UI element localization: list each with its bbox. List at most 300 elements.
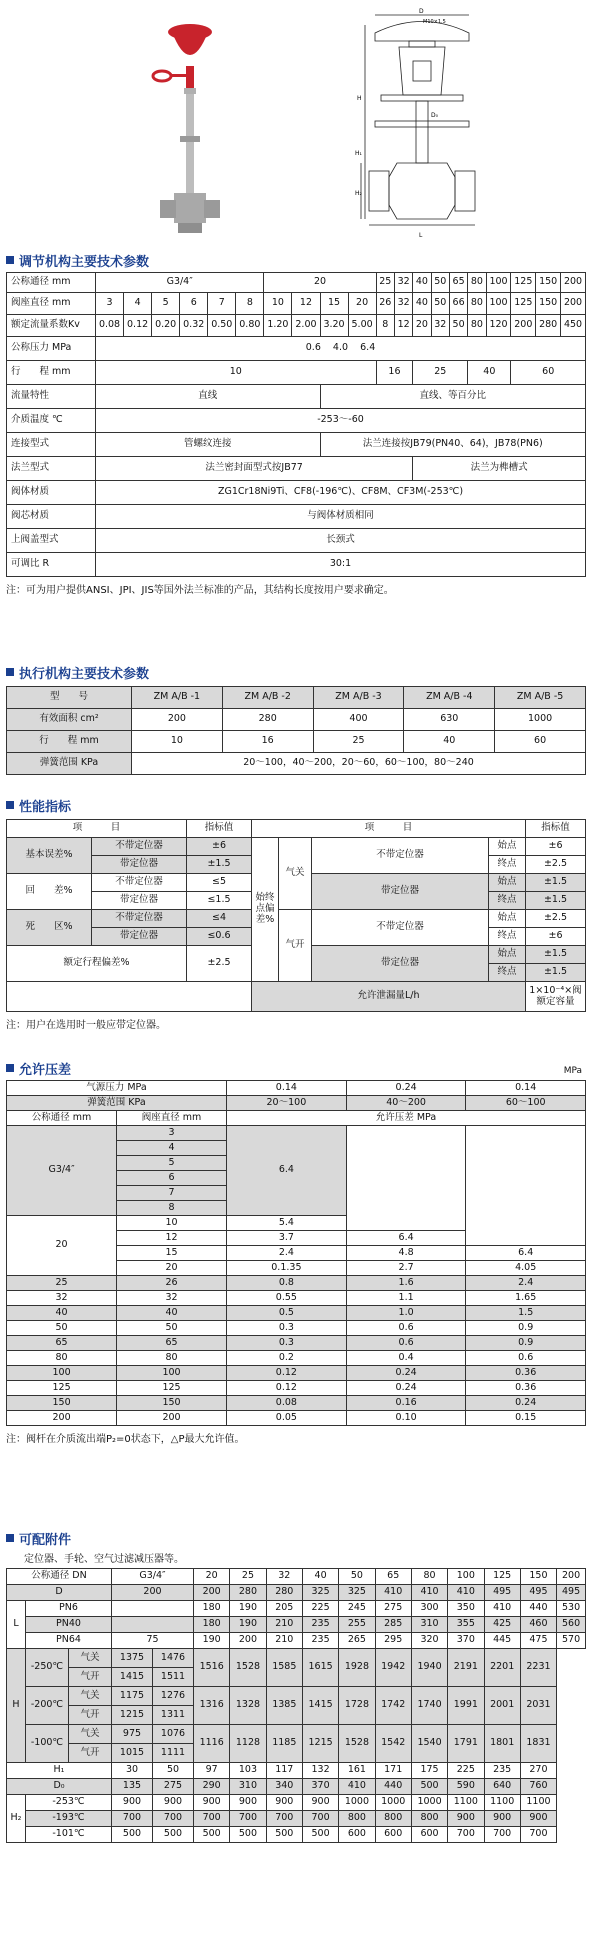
l-label: L [419, 232, 423, 239]
table-cell: 1000 [495, 709, 586, 731]
table-cell: 1100 [448, 1795, 484, 1811]
table-row [7, 409, 586, 433]
allowable-dp-table [6, 1080, 586, 1426]
table-cell: 0.5 [226, 1306, 346, 1321]
table-cell: H [7, 1649, 26, 1763]
table-cell: 200 [117, 1411, 227, 1426]
table-cell: 法兰型式 [7, 457, 96, 481]
table-cell: ≤0.6 [187, 928, 252, 946]
table-cell: -100℃ [26, 1725, 69, 1763]
table-cell: 180 [194, 1617, 230, 1633]
table-cell: 425 [484, 1617, 520, 1633]
table-cell: -250℃ [26, 1649, 69, 1687]
table-cell: D [7, 1585, 112, 1601]
table-cell: 1375 [112, 1649, 153, 1668]
table-cell: ZG1Cr18Ni9Ti、CF8(-196℃)、CF8M、CF3M(-253℃) [96, 481, 586, 505]
table-cell: 200 [194, 1585, 230, 1601]
table-cell: ZM A/B -4 [404, 687, 495, 709]
table-cell: ±2.5 [187, 946, 252, 982]
table-cell: 0.10 [346, 1411, 466, 1426]
table-cell: 1000 [339, 1795, 375, 1811]
table-cell: 100 [117, 1366, 227, 1381]
table-cell: ±1.5 [187, 856, 252, 874]
table-cell: 132 [302, 1763, 338, 1779]
table-cell: 100 [486, 273, 511, 293]
unit-label: MPa [563, 1066, 582, 1076]
table-row [7, 687, 586, 709]
table-cell: 125 [511, 293, 536, 315]
table-row [7, 433, 586, 457]
table-cell: 7 [208, 293, 236, 315]
table-row [7, 481, 586, 505]
table-cell: 0.12 [124, 315, 152, 337]
table-cell: 475 [520, 1633, 556, 1649]
table-cell: 上阀盖型式 [7, 529, 96, 553]
table-cell: 长颈式 [96, 529, 586, 553]
table-cell: 2.00 [292, 315, 320, 337]
table-cell: 1185 [266, 1725, 302, 1763]
table-cell: 275 [375, 1601, 411, 1617]
table-cell: 1000 [411, 1795, 447, 1811]
cryogenic-valve-photo [150, 18, 230, 243]
table-cell: 235 [484, 1763, 520, 1779]
table-cell: 20～100 [226, 1096, 346, 1111]
table-cell: 1415 [302, 1687, 338, 1725]
table-cell: 1.1 [346, 1291, 466, 1306]
table-cell: 800 [375, 1811, 411, 1827]
table-cell: 1175 [112, 1687, 153, 1706]
table-cell: 900 [153, 1795, 194, 1811]
table-row [7, 1336, 586, 1351]
table-cell: 370 [448, 1633, 484, 1649]
table-cell: 带定位器 [312, 874, 489, 910]
d-label: D [419, 8, 424, 15]
table-cell: 0.16 [346, 1396, 466, 1411]
table-cell: 不带定位器 [312, 910, 489, 946]
table-row [7, 1081, 586, 1096]
table-cell: 不带定位器 [92, 910, 187, 928]
bullet-square-icon [6, 256, 14, 264]
section-note: 注：阀杆在介质流出端P₂=0状态下，△P最大允许值。 [6, 1434, 245, 1445]
table-cell: 3.7 [226, 1231, 346, 1246]
table-cell: 始点 [489, 910, 526, 928]
table-cell: 200 [132, 709, 223, 731]
table-cell: 始点 [489, 946, 526, 964]
table-cell: 终点 [489, 928, 526, 946]
table-cell: 15 [117, 1246, 227, 1261]
table-cell: 445 [484, 1633, 520, 1649]
table-cell: 0.9 [466, 1321, 586, 1336]
table-cell: 阀芯材质 [7, 505, 96, 529]
table-cell: 65 [7, 1336, 117, 1351]
table-cell: 50 [449, 315, 467, 337]
table-cell: 1615 [302, 1649, 338, 1687]
table-cell: 0.9 [466, 1336, 586, 1351]
table-cell: 200 [511, 315, 536, 337]
table-row [7, 1111, 586, 1126]
table-cell: 700 [153, 1811, 194, 1827]
table-row [7, 1306, 586, 1321]
table-cell: 0.2 [226, 1351, 346, 1366]
table-cell: 8 [117, 1201, 227, 1216]
table-cell: 阀体材质 [7, 481, 96, 505]
table-cell: 直线 [96, 385, 321, 409]
table-cell: 340 [266, 1779, 302, 1795]
table-cell: 65 [117, 1336, 227, 1351]
table-cell: 800 [339, 1811, 375, 1827]
table-cell: 不带定位器 [92, 838, 187, 856]
dimension-diagram [355, 5, 490, 245]
table-cell: 2191 [448, 1649, 484, 1687]
table-cell: ±6 [526, 838, 586, 856]
table-cell: 245 [339, 1601, 375, 1617]
table-cell: 与阀体材质相同 [96, 505, 586, 529]
actuator-params-table [6, 686, 586, 775]
table-cell: 终点 [489, 892, 526, 910]
table-cell: 500 [411, 1779, 447, 1795]
table-cell: 280 [230, 1585, 266, 1601]
table-row [7, 337, 586, 361]
table-cell: -101℃ [26, 1827, 112, 1843]
table-cell: 法兰为榫槽式 [413, 457, 586, 481]
table-cell: 气开 [279, 910, 312, 982]
table-cell: 1×10⁻⁴×阀额定容量 [526, 982, 586, 1012]
table-cell: 1.0 [346, 1306, 466, 1321]
table-cell: 4.05 [466, 1261, 586, 1276]
table-cell: 40 [302, 1569, 338, 1585]
table-cell: 12 [292, 293, 320, 315]
table-cell: 1100 [520, 1795, 556, 1811]
table-row [7, 1617, 586, 1633]
table-cell: 125 [511, 273, 536, 293]
table-row [7, 505, 586, 529]
table-cell: 1076 [153, 1725, 194, 1744]
table-cell: 气关 [69, 1649, 112, 1668]
table-cell: 不带定位器 [312, 838, 489, 874]
table-cell: 0.80 [236, 315, 264, 337]
table-cell: 800 [411, 1811, 447, 1827]
table-cell: 0.08 [96, 315, 124, 337]
table-cell: 0.08 [226, 1396, 346, 1411]
table-cell: 210 [266, 1617, 302, 1633]
table-cell: 75 [112, 1633, 194, 1649]
table-cell: 500 [230, 1827, 266, 1843]
table-row [7, 1366, 586, 1381]
table-cell: 允许压差 MPa [226, 1111, 585, 1126]
table-row [7, 820, 586, 838]
table-row [7, 1381, 586, 1396]
table-cell: 公称通径 DN [7, 1569, 112, 1585]
table-cell: 190 [230, 1601, 266, 1617]
table-cell: 500 [112, 1827, 153, 1843]
table-cell: 200 [561, 273, 586, 293]
table-cell: 始点 [489, 874, 526, 892]
table-cell: 700 [302, 1811, 338, 1827]
table-row [7, 982, 586, 1012]
table-cell: 1791 [448, 1725, 484, 1763]
table-cell: 117 [266, 1763, 302, 1779]
table-cell: 190 [194, 1633, 230, 1649]
table-cell: 50 [117, 1321, 227, 1336]
table-cell: 1.20 [264, 315, 292, 337]
table-row [7, 1633, 586, 1649]
table-cell: 16 [222, 731, 313, 753]
table-cell: 410 [339, 1779, 375, 1795]
table-cell: 始终点偏差% [252, 838, 279, 982]
table-cell: 2.4 [226, 1246, 346, 1261]
section-title: 可配附件 [6, 1528, 586, 1548]
table-cell: 1585 [266, 1649, 302, 1687]
table-cell: PN6 [26, 1601, 112, 1617]
table-cell [112, 1601, 194, 1617]
table-cell: 1385 [266, 1687, 302, 1725]
table-row [7, 1096, 586, 1111]
table-cell: 公称通径 mm [7, 1111, 117, 1126]
table-cell: 370 [302, 1779, 338, 1795]
table-cell: 320 [411, 1633, 447, 1649]
table-cell: PN40 [26, 1617, 112, 1633]
table-cell: 40～200 [346, 1096, 466, 1111]
table-cell: 60 [511, 361, 586, 385]
table-row [7, 1725, 586, 1744]
table-cell: 1215 [112, 1706, 153, 1725]
table-cell: 225 [448, 1763, 484, 1779]
table-cell: 12 [117, 1231, 227, 1246]
table-cell: 65 [449, 273, 467, 293]
table-cell: 6.4 [226, 1126, 346, 1216]
h1-label: H₁ [355, 150, 362, 157]
table-cell: 气开 [69, 1744, 112, 1763]
table-cell: -253℃ [26, 1795, 112, 1811]
table-cell: 25 [230, 1569, 266, 1585]
table-cell: 175 [411, 1763, 447, 1779]
table-cell: 350 [448, 1601, 484, 1617]
table-cell: ±1.5 [526, 892, 586, 910]
table-cell: 基本误差% [7, 838, 92, 874]
table-cell: 32 [431, 315, 449, 337]
table-cell: 125 [484, 1569, 520, 1585]
table-cell: 80 [411, 1569, 447, 1585]
table-cell: G3/4″ [112, 1569, 194, 1585]
table-cell: 495 [484, 1585, 520, 1601]
table-cell: 180 [194, 1601, 230, 1617]
table-cell: 60～100 [466, 1096, 586, 1111]
table-cell: 150 [536, 273, 561, 293]
table-cell: 0.24 [346, 1381, 466, 1396]
table-row [7, 753, 586, 775]
table-cell: 6 [117, 1171, 227, 1186]
table-cell: 可调比 R [7, 553, 96, 577]
table-row [7, 1321, 586, 1336]
table-cell: 25 [313, 731, 404, 753]
table-cell: -253～-60 [96, 409, 586, 433]
table-cell: 760 [520, 1779, 556, 1795]
section-actuator-params [6, 662, 586, 775]
table-row [7, 1291, 586, 1306]
table-cell: 900 [484, 1811, 520, 1827]
table-cell: ≤1.5 [187, 892, 252, 910]
table-cell: 310 [411, 1617, 447, 1633]
table-cell: 210 [266, 1633, 302, 1649]
table-cell: 2231 [520, 1649, 556, 1687]
table-cell: 900 [520, 1811, 556, 1827]
table-cell: H₁ [7, 1763, 112, 1779]
table-cell: 1942 [375, 1649, 411, 1687]
table-cell: 公称通径 mm [7, 273, 96, 293]
table-cell: 1215 [302, 1725, 338, 1763]
table-cell: 25 [413, 361, 468, 385]
table-cell: 8 [376, 315, 394, 337]
table-cell: 1116 [194, 1725, 230, 1763]
table-cell: 900 [302, 1795, 338, 1811]
bullet-square-icon [6, 668, 14, 676]
table-cell: 310 [230, 1779, 266, 1795]
table-cell: 10 [132, 731, 223, 753]
table-cell: 900 [448, 1811, 484, 1827]
table-cell: 26 [117, 1276, 227, 1291]
table-row [7, 1763, 586, 1779]
table-cell: 6.4 [466, 1246, 586, 1261]
table-cell: 1528 [339, 1725, 375, 1763]
table-cell: 2.4 [466, 1276, 586, 1291]
section-note: 注：可为用户提供ANSI、JPI、JIS等国外法兰标准的产品，其结构长度按用户要求确定。 [6, 585, 394, 596]
table-cell: 连接型式 [7, 433, 96, 457]
table-cell: 1476 [153, 1649, 194, 1668]
table-cell: 900 [230, 1795, 266, 1811]
table-cell: 1516 [194, 1649, 230, 1687]
table-cell: 410 [411, 1585, 447, 1601]
table-cell: 40 [7, 1306, 117, 1321]
table-cell: 法兰连接按JB79(PN40、64)，JB78(PN6) [320, 433, 586, 457]
table-cell: 600 [411, 1827, 447, 1843]
m-label: M10×1.5 [423, 19, 446, 25]
table-cell: 30:1 [96, 553, 586, 577]
table-cell: 0.12 [226, 1381, 346, 1396]
table-cell: 10 [117, 1216, 227, 1231]
table-cell: 235 [302, 1617, 338, 1633]
table-cell: 900 [112, 1795, 153, 1811]
table-cell: 205 [266, 1601, 302, 1617]
table-cell: 150 [536, 293, 561, 315]
table-row [7, 293, 586, 315]
table-cell: 气关 [279, 838, 312, 910]
table-cell: 阀座直径 mm [7, 293, 96, 315]
table-cell: 700 [230, 1811, 266, 1827]
section-valve-params [6, 250, 586, 596]
table-cell: 700 [448, 1827, 484, 1843]
table-cell: 270 [520, 1763, 556, 1779]
table-cell: 1316 [194, 1687, 230, 1725]
table-cell [7, 982, 252, 1012]
table-row [7, 709, 586, 731]
table-cell: 1742 [375, 1687, 411, 1725]
table-cell: ±2.5 [526, 856, 586, 874]
table-cell: 8 [236, 293, 264, 315]
table-cell: 700 [266, 1811, 302, 1827]
table-cell: 2001 [484, 1687, 520, 1725]
table-cell: 公称压力 MPa [7, 337, 96, 361]
table-cell: 500 [194, 1827, 230, 1843]
table-cell: 500 [153, 1827, 194, 1843]
table-cell: 700 [194, 1811, 230, 1827]
table-cell: 5 [117, 1156, 227, 1171]
table-row [7, 1687, 586, 1706]
table-cell: 1728 [339, 1687, 375, 1725]
table-cell: 20 [348, 293, 376, 315]
table-row [7, 731, 586, 753]
h-label: H [357, 95, 362, 102]
table-cell: 0.8 [226, 1276, 346, 1291]
table-cell: 30 [112, 1763, 153, 1779]
table-cell: 100 [448, 1569, 484, 1585]
table-cell: ≤5 [187, 874, 252, 892]
table-cell: 1831 [520, 1725, 556, 1763]
table-cell: 6.4 [346, 1231, 466, 1246]
table-cell: ZM A/B -5 [495, 687, 586, 709]
section-title: 调节机构主要技术参数 [6, 250, 586, 270]
table-cell: 40 [117, 1306, 227, 1321]
table-row [7, 361, 586, 385]
table-cell: 16 [376, 361, 413, 385]
table-cell: 125 [7, 1381, 117, 1396]
table-cell: 50 [339, 1569, 375, 1585]
table-cell: 5.4 [226, 1216, 346, 1231]
table-row [7, 1126, 586, 1141]
table-cell: 1128 [230, 1725, 266, 1763]
table-cell: 1.65 [466, 1291, 586, 1306]
table-cell: 135 [112, 1779, 153, 1795]
table-cell: 额定行程偏差% [7, 946, 187, 982]
table-cell: 阀座直径 mm [117, 1111, 227, 1126]
table-cell: 20 [7, 1216, 117, 1276]
table-cell: 12 [394, 315, 412, 337]
h2-label: H₂ [355, 190, 362, 197]
table-cell: 1542 [375, 1725, 411, 1763]
table-cell: 65 [375, 1569, 411, 1585]
table-cell: 235 [302, 1633, 338, 1649]
table-cell: 200 [112, 1585, 194, 1601]
table-row [7, 1601, 586, 1617]
table-cell: 3 [117, 1126, 227, 1141]
table-cell: 允许泄漏量L/h [252, 982, 526, 1012]
table-cell: 0.24 [346, 1366, 466, 1381]
table-cell: 终点 [489, 964, 526, 982]
table-cell: 介质温度 ℃ [7, 409, 96, 433]
table-cell: 0.3 [226, 1321, 346, 1336]
table-cell: 有效面积 cm² [7, 709, 132, 731]
table-cell: ±1.5 [526, 946, 586, 964]
table-cell: 103 [230, 1763, 266, 1779]
table-cell: 0.20 [152, 315, 180, 337]
table-cell: 410 [375, 1585, 411, 1601]
table-cell: 50 [431, 273, 449, 293]
table-cell: 行 程 mm [7, 731, 132, 753]
table-row [7, 1569, 586, 1585]
table-cell: 640 [484, 1779, 520, 1795]
table-cell: 80 [468, 273, 486, 293]
table-cell: D₀ [7, 1779, 112, 1795]
table-cell: 带定位器 [92, 892, 187, 910]
table-cell: 1111 [153, 1744, 194, 1763]
table-cell: 300 [411, 1601, 447, 1617]
table-cell: 1991 [448, 1687, 484, 1725]
table-cell: 975 [112, 1725, 153, 1744]
table-cell: 1940 [411, 1649, 447, 1687]
table-cell: 1.5 [466, 1306, 586, 1321]
table-cell: 0.36 [466, 1381, 586, 1396]
table-cell: 5.00 [348, 315, 376, 337]
table-cell: 2.7 [346, 1261, 466, 1276]
